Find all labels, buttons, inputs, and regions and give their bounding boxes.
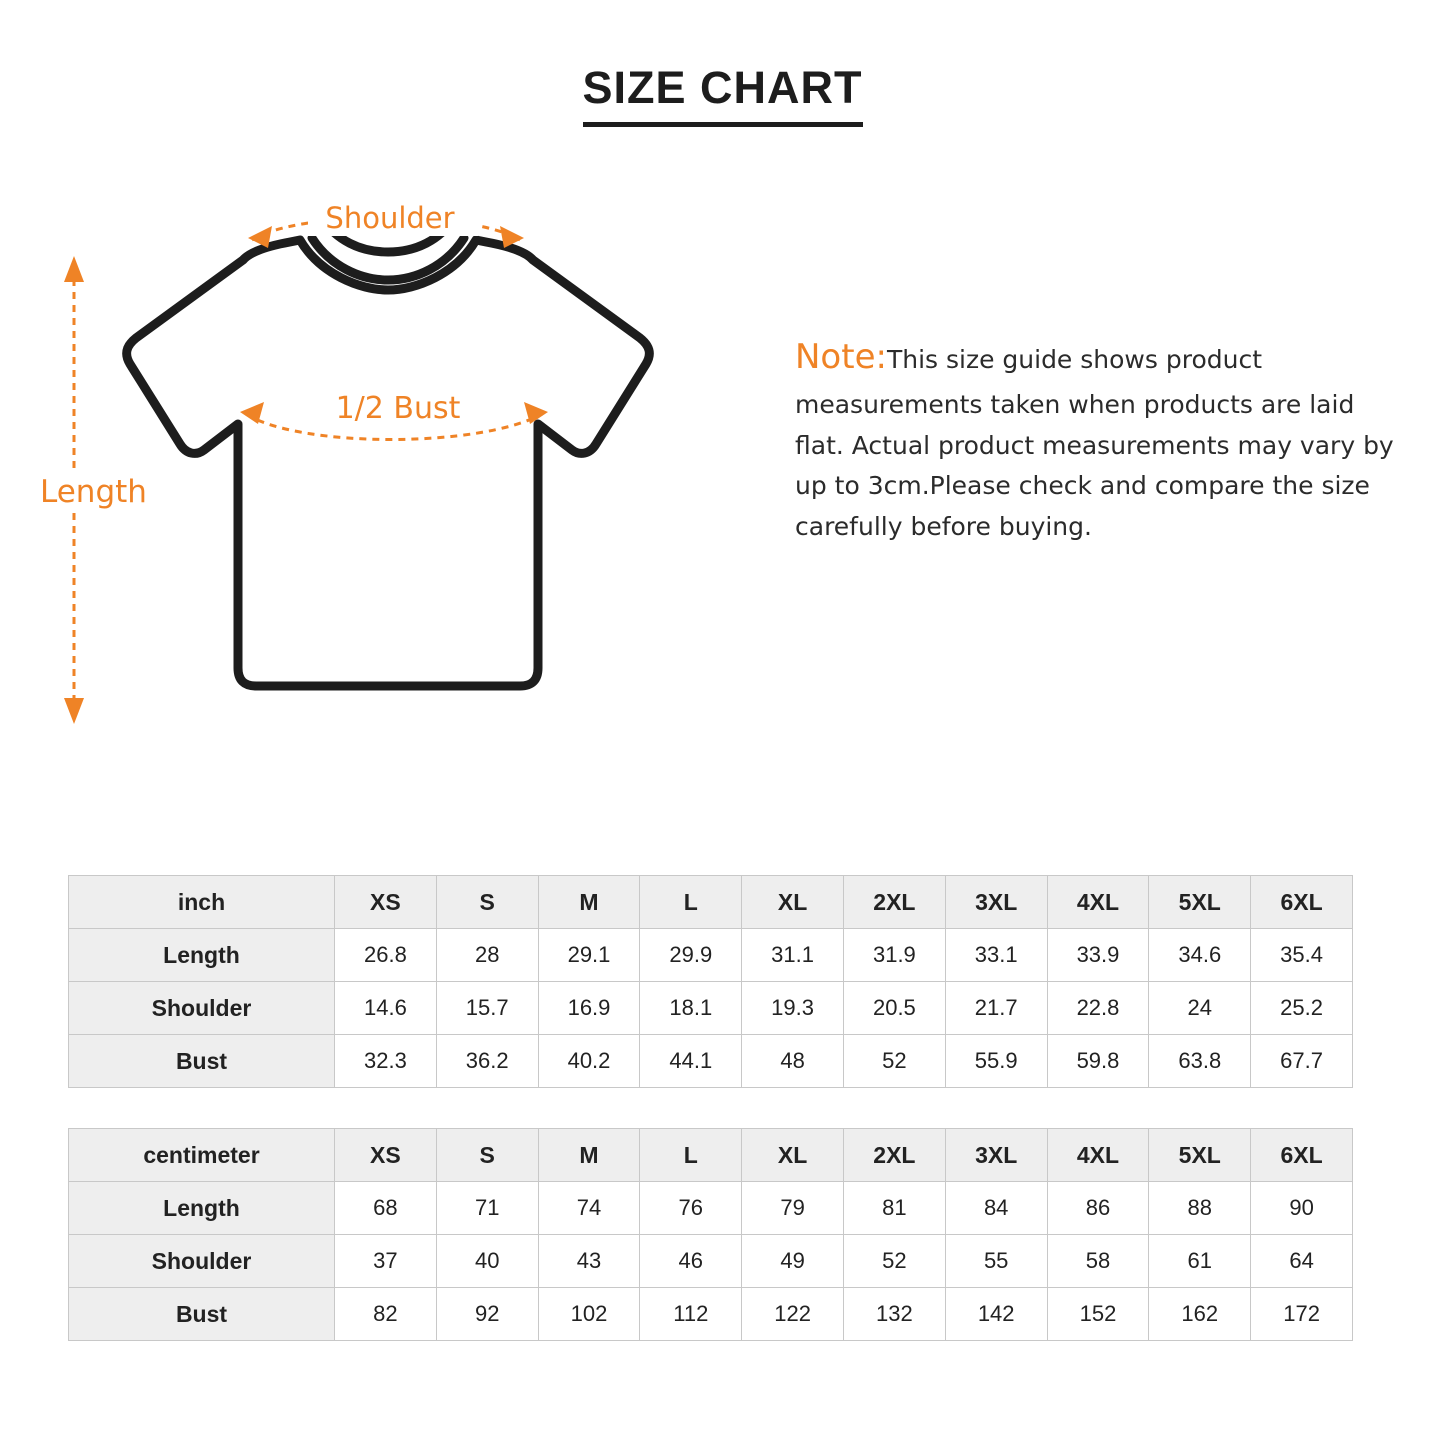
cell-length-5xl-inch: 34.6 [1149, 929, 1251, 982]
table-spacer-row [69, 1088, 1353, 1129]
row-label-shoulder-inch: Shoulder [69, 982, 335, 1035]
cell-shoulder-2xl-inch: 20.5 [843, 982, 945, 1035]
table-header-row-inch [69, 876, 1353, 929]
cell-length-s-inch: 28 [436, 929, 538, 982]
row-label-bust-cm: Bust [69, 1288, 335, 1341]
tshirt-outline-icon [127, 218, 650, 686]
spacer-cell [1251, 1088, 1353, 1129]
col-header-4xl-cm: 4XL [1047, 1129, 1149, 1182]
cell-bust-2xl-cm: 132 [843, 1288, 945, 1341]
cell-shoulder-3xl-cm: 55 [945, 1235, 1047, 1288]
cell-shoulder-4xl-inch: 22.8 [1047, 982, 1149, 1035]
col-header-m-cm: M [538, 1129, 640, 1182]
col-header-6xl-cm: 6XL [1251, 1129, 1353, 1182]
note-label: Note: [795, 337, 887, 377]
col-header-xl-inch: XL [742, 876, 844, 929]
col-header-3xl-cm: 3XL [945, 1129, 1047, 1182]
cell-length-2xl-inch: 31.9 [843, 929, 945, 982]
cell-shoulder-6xl-cm: 64 [1251, 1235, 1353, 1288]
cell-length-4xl-cm: 86 [1047, 1182, 1149, 1235]
cell-bust-m-inch: 40.2 [538, 1035, 640, 1088]
size-table [68, 875, 1353, 1341]
note-text: This size guide shows product measurements taken when products are laid flat. Actual product measurements may vary by up to 3cm.Please check and compare the size carefully before buying. [795, 345, 1394, 541]
col-header-xs-inch: XS [335, 876, 437, 929]
cell-bust-3xl-inch: 55.9 [945, 1035, 1047, 1088]
col-header-s-inch: S [436, 876, 538, 929]
cell-length-6xl-cm: 90 [1251, 1182, 1353, 1235]
cell-shoulder-2xl-cm: 52 [843, 1235, 945, 1288]
cell-length-xl-inch: 31.1 [742, 929, 844, 982]
row-label-bust-inch: Bust [69, 1035, 335, 1088]
spacer-cell [1047, 1088, 1149, 1129]
cell-bust-xs-inch: 32.3 [335, 1035, 437, 1088]
cell-length-xs-cm: 68 [335, 1182, 437, 1235]
row-label-length-inch: Length [69, 929, 335, 982]
cell-length-m-cm: 74 [538, 1182, 640, 1235]
cell-shoulder-xl-cm: 49 [742, 1235, 844, 1288]
col-header-5xl-cm: 5XL [1149, 1129, 1251, 1182]
spacer-cell [335, 1088, 437, 1129]
cell-bust-6xl-inch: 67.7 [1251, 1035, 1353, 1088]
col-header-6xl-inch: 6XL [1251, 876, 1353, 929]
cell-length-4xl-inch: 33.9 [1047, 929, 1149, 982]
spacer-cell [69, 1088, 335, 1129]
cell-shoulder-xs-cm: 37 [335, 1235, 437, 1288]
cell-length-5xl-cm: 88 [1149, 1182, 1251, 1235]
page-title: SIZE CHART [583, 62, 863, 127]
col-header-3xl-inch: 3XL [945, 876, 1047, 929]
shoulder-arrow-left-icon [248, 226, 272, 248]
unit-header-cm: centimeter [69, 1129, 335, 1182]
table-header-row-cm [69, 1129, 1353, 1182]
col-header-xs-cm: XS [335, 1129, 437, 1182]
table-row [69, 1235, 1353, 1288]
cell-shoulder-5xl-inch: 24 [1149, 982, 1251, 1035]
cell-length-6xl-inch: 35.4 [1251, 929, 1353, 982]
spacer-cell [1149, 1088, 1251, 1129]
table-row [69, 1288, 1353, 1341]
cell-length-xl-cm: 79 [742, 1182, 844, 1235]
cell-length-3xl-cm: 84 [945, 1182, 1047, 1235]
cell-bust-m-cm: 102 [538, 1288, 640, 1341]
cell-shoulder-xs-inch: 14.6 [335, 982, 437, 1035]
spacer-cell [742, 1088, 844, 1129]
bust-label: 1/2 Bust [335, 391, 461, 426]
cell-length-3xl-inch: 33.1 [945, 929, 1047, 982]
note-paragraph [795, 330, 1395, 547]
cell-length-2xl-cm: 81 [843, 1182, 945, 1235]
cell-bust-3xl-cm: 142 [945, 1288, 1047, 1341]
shoulder-label: Shoulder [325, 201, 455, 235]
cell-bust-5xl-cm: 162 [1149, 1288, 1251, 1341]
cell-shoulder-s-cm: 40 [436, 1235, 538, 1288]
cell-bust-xl-cm: 122 [742, 1288, 844, 1341]
size-table-container [68, 875, 1353, 1341]
col-header-l-cm: L [640, 1129, 742, 1182]
row-label-length-cm: Length [69, 1182, 335, 1235]
page-title-container [0, 0, 1445, 127]
table-row [69, 929, 1353, 982]
cell-bust-l-cm: 112 [640, 1288, 742, 1341]
cell-bust-5xl-inch: 63.8 [1149, 1035, 1251, 1088]
cell-shoulder-s-inch: 15.7 [436, 982, 538, 1035]
cell-bust-s-cm: 92 [436, 1288, 538, 1341]
length-arrow-top-icon [64, 256, 84, 282]
col-header-l-inch: L [640, 876, 742, 929]
table-row [69, 1182, 1353, 1235]
cell-bust-4xl-inch: 59.8 [1047, 1035, 1149, 1088]
spacer-cell [538, 1088, 640, 1129]
col-header-m-inch: M [538, 876, 640, 929]
spacer-cell [640, 1088, 742, 1129]
length-arrow-bottom-icon [64, 698, 84, 724]
spacer-cell [436, 1088, 538, 1129]
cell-shoulder-l-inch: 18.1 [640, 982, 742, 1035]
cell-shoulder-5xl-cm: 61 [1149, 1235, 1251, 1288]
cell-shoulder-6xl-inch: 25.2 [1251, 982, 1353, 1035]
cell-bust-s-inch: 36.2 [436, 1035, 538, 1088]
cell-bust-6xl-cm: 172 [1251, 1288, 1353, 1341]
cell-length-m-inch: 29.1 [538, 929, 640, 982]
cell-bust-l-inch: 44.1 [640, 1035, 742, 1088]
note-block [795, 305, 1395, 572]
cell-length-xs-inch: 26.8 [335, 929, 437, 982]
table-row [69, 1035, 1353, 1088]
cell-bust-xs-cm: 82 [335, 1288, 437, 1341]
cell-shoulder-l-cm: 46 [640, 1235, 742, 1288]
cell-bust-4xl-cm: 152 [1047, 1288, 1149, 1341]
cell-shoulder-3xl-inch: 21.7 [945, 982, 1047, 1035]
col-header-xl-cm: XL [742, 1129, 844, 1182]
cell-length-l-inch: 29.9 [640, 929, 742, 982]
spacer-cell [945, 1088, 1047, 1129]
cell-length-l-cm: 76 [640, 1182, 742, 1235]
cell-shoulder-xl-inch: 19.3 [742, 982, 844, 1035]
col-header-5xl-inch: 5XL [1149, 876, 1251, 929]
spacer-cell [843, 1088, 945, 1129]
unit-header-inch: inch [69, 876, 335, 929]
cell-length-s-cm: 71 [436, 1182, 538, 1235]
cell-shoulder-4xl-cm: 58 [1047, 1235, 1149, 1288]
cell-shoulder-m-inch: 16.9 [538, 982, 640, 1035]
tshirt-diagram [0, 190, 780, 770]
row-label-shoulder-cm: Shoulder [69, 1235, 335, 1288]
col-header-4xl-inch: 4XL [1047, 876, 1149, 929]
cell-shoulder-m-cm: 43 [538, 1235, 640, 1288]
cell-bust-2xl-inch: 52 [843, 1035, 945, 1088]
col-header-2xl-inch: 2XL [843, 876, 945, 929]
length-label: Length [40, 474, 147, 510]
col-header-s-cm: S [436, 1129, 538, 1182]
cell-bust-xl-inch: 48 [742, 1035, 844, 1088]
table-row [69, 982, 1353, 1035]
col-header-2xl-cm: 2XL [843, 1129, 945, 1182]
